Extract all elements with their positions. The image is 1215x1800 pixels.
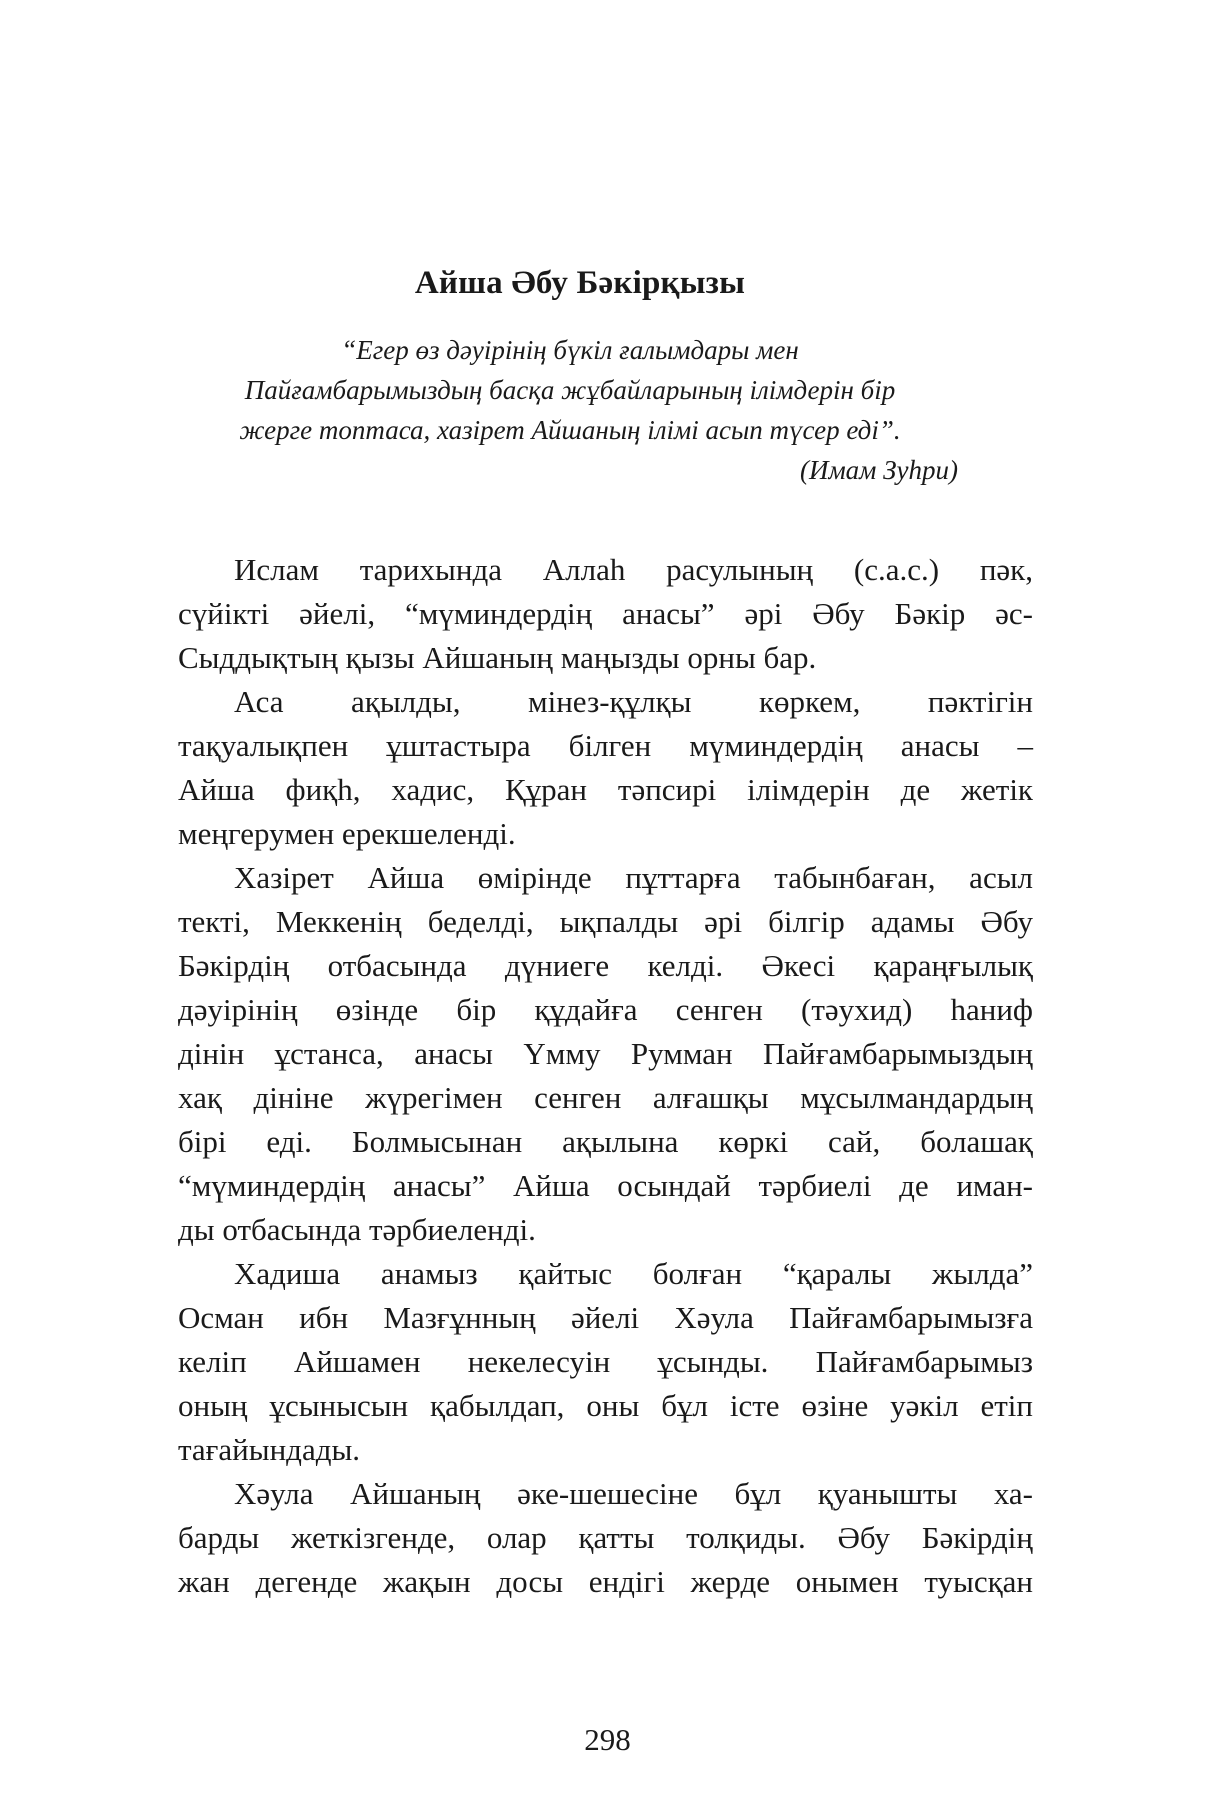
epigraph-attribution: (Имам Зуһри) <box>799 455 958 485</box>
paragraph <box>178 548 1033 680</box>
text-line: хақ дініне жүрегімен сенген алғашқы мұсылмандардың <box>178 1080 1033 1115</box>
paragraph <box>178 856 1033 1252</box>
text-line: келіп Айшамен некелесуін ұсынды. Пайғамбарымыз <box>178 1344 1033 1379</box>
text-line: Хадиша анамыз қайтыс болған “қаралы жылда” <box>234 1256 1033 1291</box>
paragraph <box>178 1252 1033 1472</box>
epigraph-quote <box>180 330 960 490</box>
text-line: тақуалықпен ұштастыра білген мүминдердің анасы – <box>178 728 1033 763</box>
text-line: оның ұсынысын қабылдап, оны бұл істе өзіне уәкіл етіп <box>178 1388 1033 1423</box>
text-line: “мүминдердің анасы” Айша осындай тәрбиелі де иман- <box>178 1168 1033 1203</box>
text-line: Ислам тарихында Аллаһ расулының (с.а.с.) пәк, <box>234 552 1033 587</box>
text-line: Хәула Айшаның әке-шешесіне бұл қуанышты ха- <box>234 1476 1033 1511</box>
epigraph-line: Пайғамбарымыздың басқа жұбайларының ілімдерін бір <box>244 375 896 405</box>
text-line: ды отбасында тәрбиеленді. <box>178 1212 536 1247</box>
text-line: Осман ибн Мазғұнның әйелі Хәула Пайғамбарымызға <box>178 1300 1033 1335</box>
text-line: Сыддықтың қызы Айшаның маңызды орны бар. <box>178 640 817 675</box>
paragraph <box>178 680 1033 856</box>
text-line: дінін ұстанса, анасы Үмму Румман Пайғамбарымыздың <box>178 1036 1033 1071</box>
text-line: Айша фиқһ, хадис, Құран тәпсирі ілімдерін де жетік <box>178 772 1033 807</box>
text-line: меңгерумен ерекшеленді. <box>178 816 516 851</box>
epigraph-line: “Егер өз дәуірінің бүкіл ғалымдары мен <box>341 335 799 365</box>
text-line: тағайындады. <box>178 1432 361 1467</box>
text-line: дәуірінің өзінде бір құдайға сенген (тәухид) һаниф <box>178 992 1033 1027</box>
text-line: Бәкірдің отбасында дүниеге келді. Әкесі қараңғылық <box>178 948 1033 983</box>
text-line: барды жеткізгенде, олар қатты толқиды. Әбу Бәкірдің <box>178 1520 1033 1555</box>
text-line: жан дегенде жақын досы ендігі жерде онымен туысқан <box>178 1564 1033 1599</box>
body-text <box>178 548 1033 1604</box>
text-line: сүйікті әйелі, “мүминдердің анасы” әрі Әбу Бәкір әс- <box>178 596 1033 631</box>
text-line: Хазірет Айша өмірінде пұттарға табынбаған, асыл <box>234 860 1033 895</box>
text-line: текті, Меккенің беделді, ықпалды әрі білгір адамы Әбу <box>178 904 1033 939</box>
paragraph <box>178 1472 1033 1604</box>
chapter-title: Айша Әбу Бәкірқызы <box>414 265 746 301</box>
text-line: бірі еді. Болмысынан ақылына көркі сай, болашақ <box>178 1124 1033 1159</box>
epigraph-line: жерге топтаса, хазірет Айшаның ілімі асып түсер еді”. <box>239 415 901 445</box>
page-number: 298 <box>584 1722 631 1757</box>
text-line: Аса ақылды, мінез-құлқы көркем, пәктігін <box>234 684 1033 719</box>
